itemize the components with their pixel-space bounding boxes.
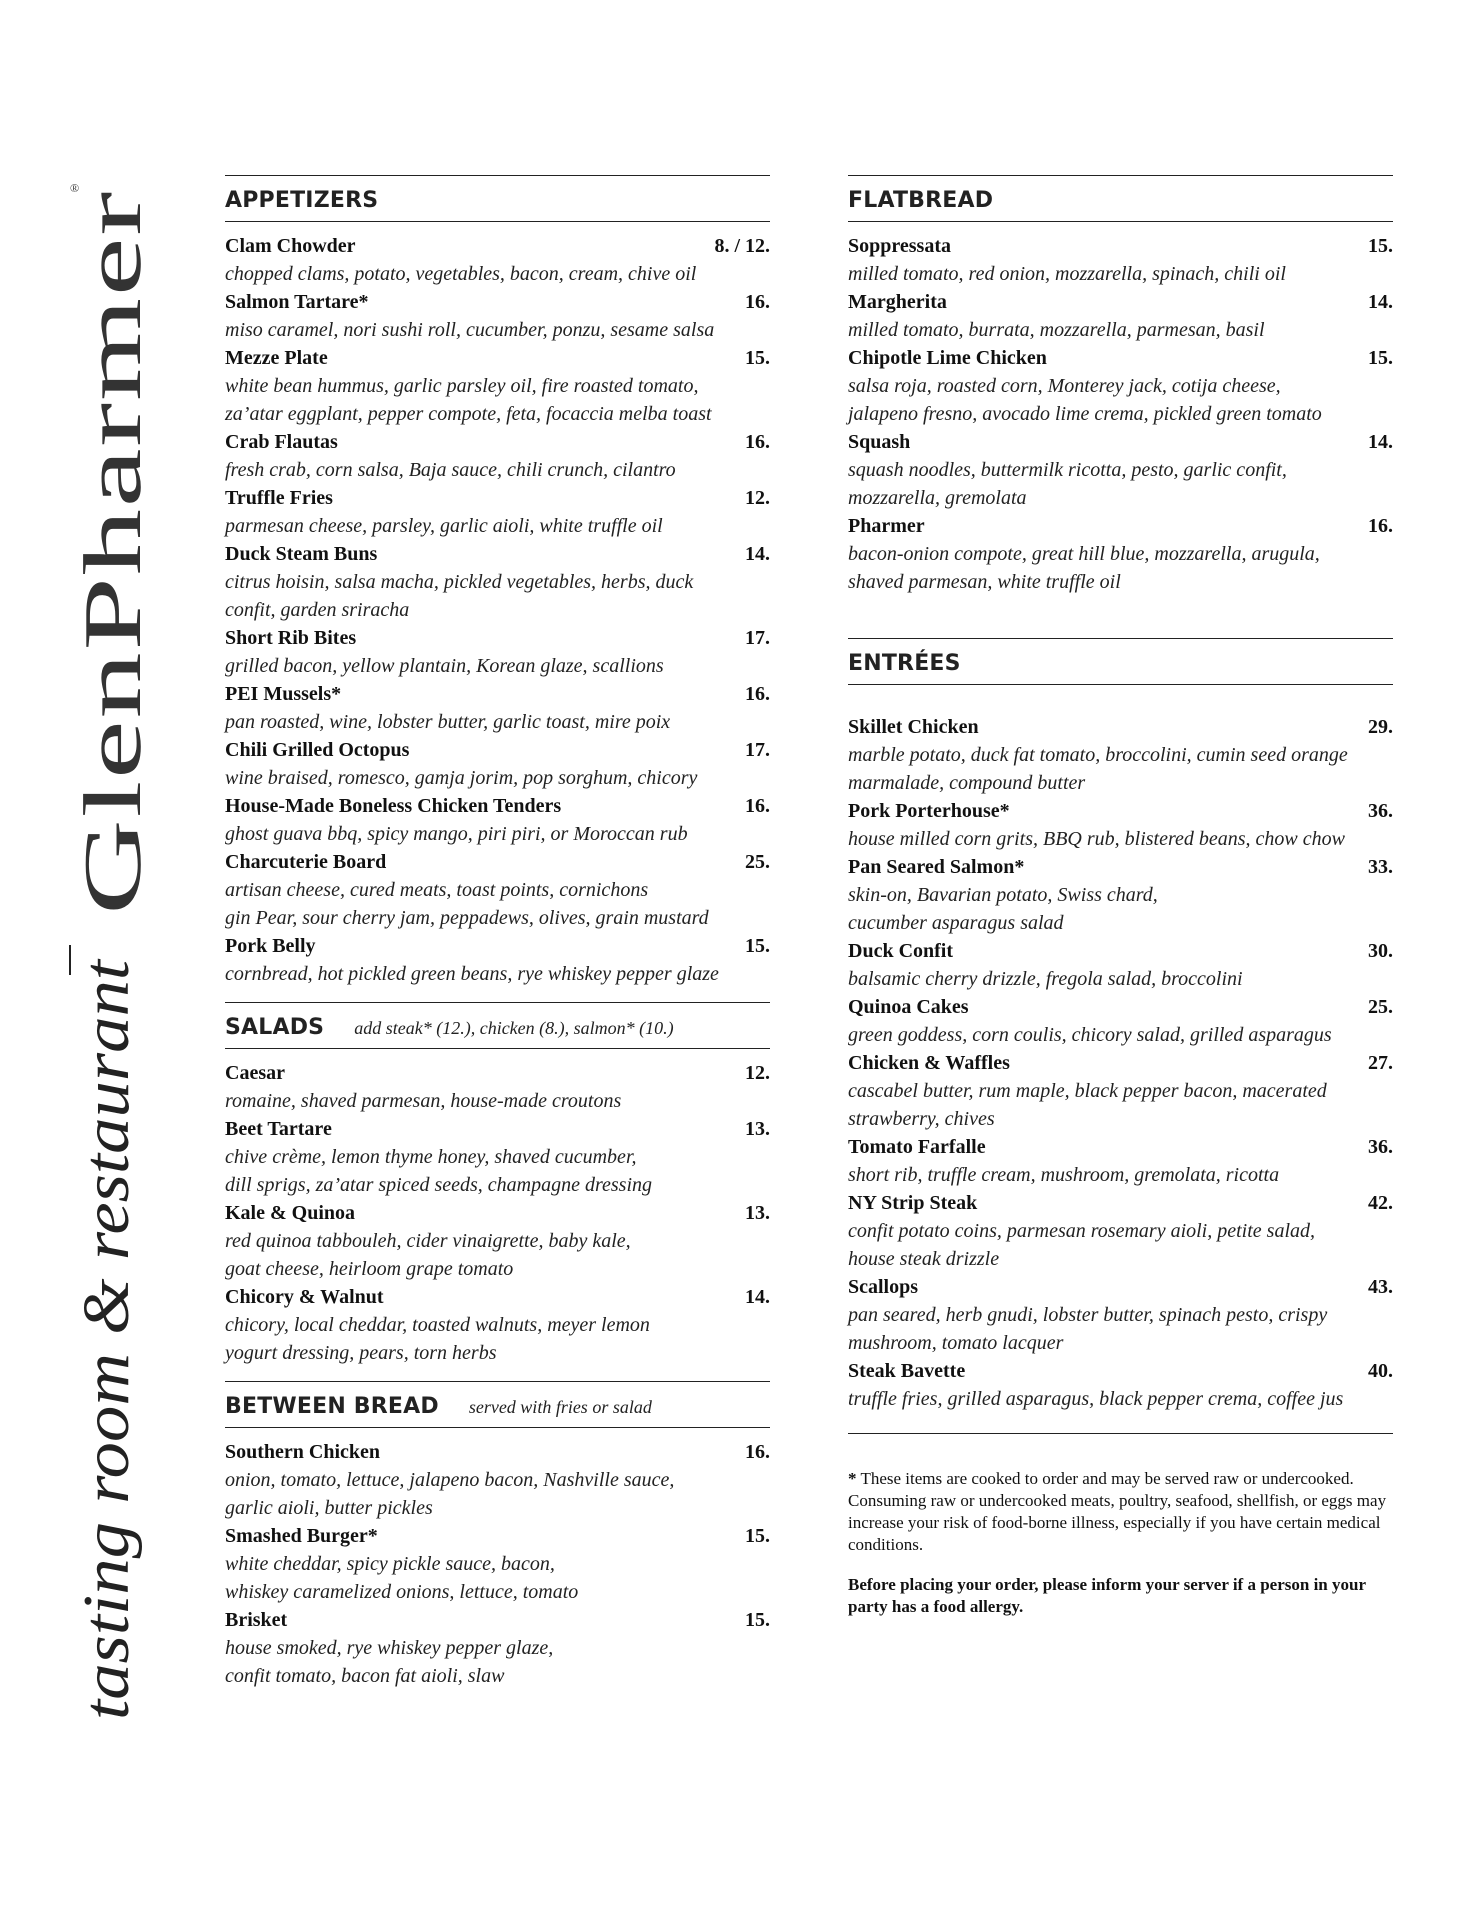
section-title: FLATBREAD (848, 188, 994, 213)
menu-item-price: 15. (1368, 347, 1393, 369)
menu-item-price: 36. (1368, 1136, 1393, 1158)
menu-item-description: gin Pear, sour cherry jam, peppadews, olives, grain mustard (225, 907, 709, 929)
menu-item-header (225, 540, 770, 568)
menu-item-name: Margherita (848, 291, 947, 313)
menu-item-name: Beet Tartare (225, 1118, 332, 1140)
menu-item-description: onion, tomato, lettuce, jalapeno bacon, Nashville sauce, (225, 1469, 675, 1491)
menu-item (848, 937, 1393, 993)
right-column (848, 175, 1393, 1618)
menu-item-header (848, 344, 1393, 372)
between-bread-header (225, 1381, 770, 1428)
menu-item-price: 42. (1368, 1192, 1393, 1214)
between-bread-items (225, 1438, 770, 1690)
menu-item-name: Kale & Quinoa (225, 1202, 356, 1224)
menu-item-name: Squash (848, 431, 911, 453)
menu-item (225, 1199, 770, 1283)
menu-item-header (225, 1199, 770, 1227)
menu-item-description: balsamic cherry drizzle, fregola salad, broccolini (848, 968, 1243, 990)
menu-item-description: shaved parmesan, white truffle oil (848, 571, 1121, 593)
menu-item-price: 17. (745, 627, 770, 649)
footnote (848, 1468, 1393, 1556)
menu-item-header (225, 1522, 770, 1550)
menu-item-name: Smashed Burger* (225, 1525, 378, 1547)
section-title: ENTRÉES (848, 651, 961, 676)
menu-item-description: marble potato, duck fat tomato, broccolini, cumin seed orange (848, 744, 1348, 766)
menu-item (225, 736, 770, 792)
menu-item-price: 25. (745, 851, 770, 873)
menu-item-description: jalapeno fresno, avocado lime crema, pickled green tomato (848, 403, 1322, 425)
menu-item-name: Clam Chowder (225, 235, 356, 257)
menu-item-price: 12. (745, 1062, 770, 1084)
menu-item (225, 932, 770, 988)
menu-item-header (225, 1115, 770, 1143)
menu-item-description: squash noodles, buttermilk ricotta, pesto, garlic confit, (848, 459, 1287, 481)
menu-item-name: Crab Flautas (225, 431, 338, 453)
salads-items (225, 1059, 770, 1367)
menu-item-price: 40. (1368, 1360, 1393, 1382)
entrees-section (848, 638, 1393, 1413)
menu-item-header (225, 232, 770, 260)
menu-item-description: citrus hoisin, salsa macha, pickled vegetables, herbs, duck (225, 571, 694, 593)
menu-item (848, 853, 1393, 937)
menu-item-price: 33. (1368, 856, 1393, 878)
menu-item (225, 624, 770, 680)
brand-tagline: tasting room & restaurant (70, 1029, 143, 1720)
menu-item-price: 14. (1368, 431, 1393, 453)
menu-item-description: house steak drizzle (848, 1248, 1000, 1270)
menu-item-description: fresh crab, corn salsa, Baja sauce, chili crunch, cilantro (225, 459, 676, 481)
menu-item-price: 15. (1368, 235, 1393, 257)
menu-item-header (225, 680, 770, 708)
menu-item-header (225, 1059, 770, 1087)
brand-name: GlenPharmer (67, 466, 158, 915)
menu-item-price: 15. (745, 1525, 770, 1547)
menu-item-header (848, 288, 1393, 316)
menu-item (225, 540, 770, 624)
menu-item-price: 16. (745, 1441, 770, 1463)
menu-item-price: 15. (745, 347, 770, 369)
menu-item-description: grilled bacon, yellow plantain, Korean glaze, scallions (225, 655, 664, 677)
menu-item-price: 13. (745, 1118, 770, 1140)
menu-item-description: artisan cheese, cured meats, toast points, cornichons (225, 879, 649, 901)
menu-item-description: chicory, local cheddar, toasted walnuts, meyer lemon (225, 1314, 650, 1336)
menu-item-description: goat cheese, heirloom grape tomato (225, 1258, 514, 1280)
menu-item-description: cornbread, hot pickled green beans, rye whiskey pepper glaze (225, 963, 719, 985)
menu-item-description: whiskey caramelized onions, lettuce, tomato (225, 1581, 579, 1603)
menu-item-header (848, 232, 1393, 260)
menu-item-description: romaine, shaved parmesan, house-made croutons (225, 1090, 622, 1112)
menu-item-header (848, 993, 1393, 1021)
menu-item (848, 232, 1393, 288)
menu-item-header (848, 1133, 1393, 1161)
menu-item-description: chopped clams, potato, vegetables, bacon, cream, chive oil (225, 263, 697, 285)
menu-item-header (848, 1357, 1393, 1385)
menu-item-description: mozzarella, gremolata (848, 487, 1027, 509)
menu-item (848, 797, 1393, 853)
left-column (225, 175, 770, 1690)
menu-item (225, 428, 770, 484)
menu-item-name: Chili Grilled Octopus (225, 739, 410, 761)
menu-item-header (225, 1283, 770, 1311)
menu-item-header (848, 1049, 1393, 1077)
menu-item-price: 16. (745, 795, 770, 817)
menu-item-description: wine braised, romesco, gamja jorim, pop sorghum, chicory (225, 767, 698, 789)
between-bread-section (225, 1381, 770, 1690)
allergy-notice: Before placing your order, please inform your server if a person in your party has a food allergy. (848, 1575, 1366, 1616)
salads-section (225, 1002, 770, 1367)
menu-item-price: 14. (745, 543, 770, 565)
menu-item-header (225, 484, 770, 512)
menu-item-name: Pork Belly (225, 935, 316, 957)
menu-item-price: 14. (745, 1286, 770, 1308)
menu-item-description: yogurt dressing, pears, torn herbs (225, 1342, 497, 1364)
menu-item-header (848, 937, 1393, 965)
menu-item-name: Short Rib Bites (225, 627, 357, 649)
menu-item (848, 1189, 1393, 1273)
section-title: SALADS (225, 1015, 325, 1040)
menu-item-description: green goddess, corn coulis, chicory salad, grilled asparagus (848, 1024, 1332, 1046)
menu-item (848, 288, 1393, 344)
menu-item-header (848, 1189, 1393, 1217)
menu-item-description: house smoked, rye whiskey pepper glaze, (225, 1637, 554, 1659)
menu-item (848, 993, 1393, 1049)
menu-item-price: 29. (1368, 716, 1393, 738)
entrees-items (848, 713, 1393, 1413)
menu-item-description: confit potato coins, parmesan rosemary aioli, petite salad, (848, 1220, 1316, 1242)
divider (848, 1433, 1393, 1434)
menu-item-name: Charcuterie Board (225, 851, 387, 873)
menu-item-name: Southern Chicken (225, 1441, 381, 1463)
menu-item-price: 8. / 12. (714, 235, 770, 257)
menu-item (225, 680, 770, 736)
menu-item-description: white cheddar, spicy pickle sauce, bacon, (225, 1553, 555, 1575)
menu-item-price: 43. (1368, 1276, 1393, 1298)
menu-item-description: strawberry, chives (848, 1108, 995, 1130)
footnote-star: * (848, 1469, 857, 1488)
menu-item (225, 1606, 770, 1690)
menu-item-header (225, 288, 770, 316)
menu-item (848, 1133, 1393, 1189)
menu-item (225, 1283, 770, 1367)
menu-item-price: 12. (745, 487, 770, 509)
menu-item-price: 25. (1368, 996, 1393, 1018)
menu-item (848, 344, 1393, 428)
menu-item-name: Steak Bavette (848, 1360, 966, 1382)
menu-item-header (225, 932, 770, 960)
flatbread-items (848, 232, 1393, 596)
menu-item-description: garlic aioli, butter pickles (225, 1497, 433, 1519)
menu-item-header (848, 428, 1393, 456)
menu-item (848, 1357, 1393, 1413)
menu-item-description: miso caramel, nori sushi roll, cucumber, ponzu, sesame salsa (225, 319, 715, 341)
menu-item-header (848, 713, 1393, 741)
menu-item-description: ghost guava bbq, spicy mango, piri piri, or Moroccan rub (225, 823, 688, 845)
menu-item-header (848, 853, 1393, 881)
menu-item-name: NY Strip Steak (848, 1192, 978, 1214)
menu-item-price: 14. (1368, 291, 1393, 313)
menu-item (225, 484, 770, 540)
menu-item-header (225, 1606, 770, 1634)
section-note: served with fries or salad (468, 1397, 652, 1417)
menu-item-name: Caesar (225, 1062, 285, 1084)
menu-item-description: parmesan cheese, parsley, garlic aioli, white truffle oil (225, 515, 663, 537)
menu-item-description: dill sprigs, za’atar spiced seeds, champagne dressing (225, 1174, 653, 1196)
salads-header (225, 1002, 770, 1049)
menu-item-header (848, 1273, 1393, 1301)
menu-item-description: chive crème, lemon thyme honey, shaved cucumber, (225, 1146, 637, 1168)
menu-item-description: bacon-onion compote, great hill blue, mozzarella, arugula, (848, 543, 1320, 565)
menu-item-name: Chipotle Lime Chicken (848, 347, 1047, 369)
menu-item-price: 16. (745, 431, 770, 453)
appetizers-header (225, 175, 770, 222)
menu-item-description: mushroom, tomato lacquer (848, 1332, 1064, 1354)
brand-logo (40, 180, 180, 1740)
menu-item-name: Quinoa Cakes (848, 996, 969, 1018)
menu-item (225, 1059, 770, 1115)
flatbread-header (848, 175, 1393, 222)
menu-item-name: Chicory & Walnut (225, 1286, 384, 1308)
menu-item-price: 30. (1368, 940, 1393, 962)
menu-item-description: white bean hummus, garlic parsley oil, fire roasted tomato, (225, 375, 699, 397)
menu-item-price: 15. (745, 1609, 770, 1631)
menu-item-price: 15. (745, 935, 770, 957)
menu-item-description: pan seared, herb gnudi, lobster butter, spinach pesto, crispy (848, 1304, 1328, 1326)
menu-item (848, 512, 1393, 596)
menu-item-header (225, 848, 770, 876)
menu-item-description: cascabel butter, rum maple, black pepper bacon, macerated (848, 1080, 1327, 1102)
menu-item (225, 1522, 770, 1606)
menu-item-name: Brisket (225, 1609, 288, 1631)
menu-item-name: Pharmer (848, 515, 925, 537)
section-title: APPETIZERS (225, 188, 379, 213)
menu-item-name: Skillet Chicken (848, 716, 979, 738)
menu-item-price: 16. (745, 291, 770, 313)
menu-item (225, 232, 770, 288)
menu-item-description: skin-on, Bavarian potato, Swiss chard, (848, 884, 1158, 906)
menu-item-description: confit, garden sriracha (225, 599, 410, 621)
menu-item-name: Mezze Plate (225, 347, 328, 369)
menu-item-price: 16. (745, 683, 770, 705)
spacer (848, 596, 1393, 638)
menu-item-header (225, 1438, 770, 1466)
entrees-header (848, 638, 1393, 685)
menu-item-name: Tomato Farfalle (848, 1136, 986, 1158)
menu-item-name: Duck Confit (848, 940, 954, 962)
menu-item-name: Truffle Fries (225, 487, 333, 509)
menu-item-name: Scallops (848, 1276, 919, 1298)
menu-item-description: short rib, truffle cream, mushroom, gremolata, ricotta (848, 1164, 1280, 1186)
menu-item-description: marmalade, compound butter (848, 772, 1086, 794)
menu-item (225, 1115, 770, 1199)
menu-item-name: House-Made Boneless Chicken Tenders (225, 795, 562, 817)
menu-item-name: Pan Seared Salmon* (848, 856, 1025, 878)
menu-item-header (225, 428, 770, 456)
menu-item-header (225, 624, 770, 652)
menu-item-name: Salmon Tartare* (225, 291, 369, 313)
footnote-text: These items are cooked to order and may be served raw or undercooked. Consuming raw or undercooked meats, poultry, seafood, shellfish, or eggs may increase your risk of food-borne illness, especially if you have certain medical conditions. (848, 1469, 1387, 1554)
menu-item-name: Soppressata (848, 235, 951, 257)
menu-item-description: house milled corn grits, BBQ rub, blistered beans, chow chow (848, 828, 1345, 850)
menu-item-name: Duck Steam Buns (225, 543, 378, 565)
menu-item-price: 16. (1368, 515, 1393, 537)
menu-item (848, 713, 1393, 797)
menu-item-description: red quinoa tabbouleh, cider vinaigrette, baby kale, (225, 1230, 631, 1252)
menu-item-price: 36. (1368, 800, 1393, 822)
menu-item-header (225, 792, 770, 820)
menu-item (848, 1049, 1393, 1133)
menu-item-description: milled tomato, burrata, mozzarella, parmesan, basil (848, 319, 1265, 341)
menu-item-header (848, 512, 1393, 540)
menu-item-price: 17. (745, 739, 770, 761)
menu-item-name: PEI Mussels* (225, 683, 342, 705)
menu-item (848, 1273, 1393, 1357)
menu-item-description: cucumber asparagus salad (848, 912, 1064, 934)
menu-item (848, 428, 1393, 512)
menu-item (225, 792, 770, 848)
registered-mark: ® (70, 181, 80, 195)
menu-item-header (848, 797, 1393, 825)
appetizers-section (225, 175, 770, 988)
menu-item-price: 27. (1368, 1052, 1393, 1074)
menu-item (225, 1438, 770, 1522)
menu-item-header (225, 736, 770, 764)
section-title: BETWEEN BREAD (225, 1394, 439, 1419)
menu-item-name: Chicken & Waffles (848, 1052, 1010, 1074)
menu-item-header (225, 344, 770, 372)
menu-item (225, 344, 770, 428)
menu-item-description: confit tomato, bacon fat aioli, slaw (225, 1665, 505, 1687)
flatbread-section (848, 175, 1393, 596)
menu-item-description: pan roasted, wine, lobster butter, garlic toast, mire poix (225, 711, 671, 733)
menu-item-description: milled tomato, red onion, mozzarella, spinach, chili oil (848, 263, 1286, 285)
menu-item (225, 848, 770, 932)
menu-item (225, 288, 770, 344)
menu-item-description: salsa roja, roasted corn, Monterey jack, cotija cheese, (848, 375, 1281, 397)
section-note: add steak* (12.), chicken (8.), salmon* (10.) (354, 1018, 674, 1038)
menu-item-price: 13. (745, 1202, 770, 1224)
appetizers-items (225, 232, 770, 988)
menu-item-description: truffle fries, grilled asparagus, black pepper crema, coffee jus (848, 1388, 1344, 1410)
menu-item-description: za’atar eggplant, pepper compote, feta, focaccia melba toast (225, 403, 712, 425)
menu-item-name: Pork Porterhouse* (848, 800, 1010, 822)
